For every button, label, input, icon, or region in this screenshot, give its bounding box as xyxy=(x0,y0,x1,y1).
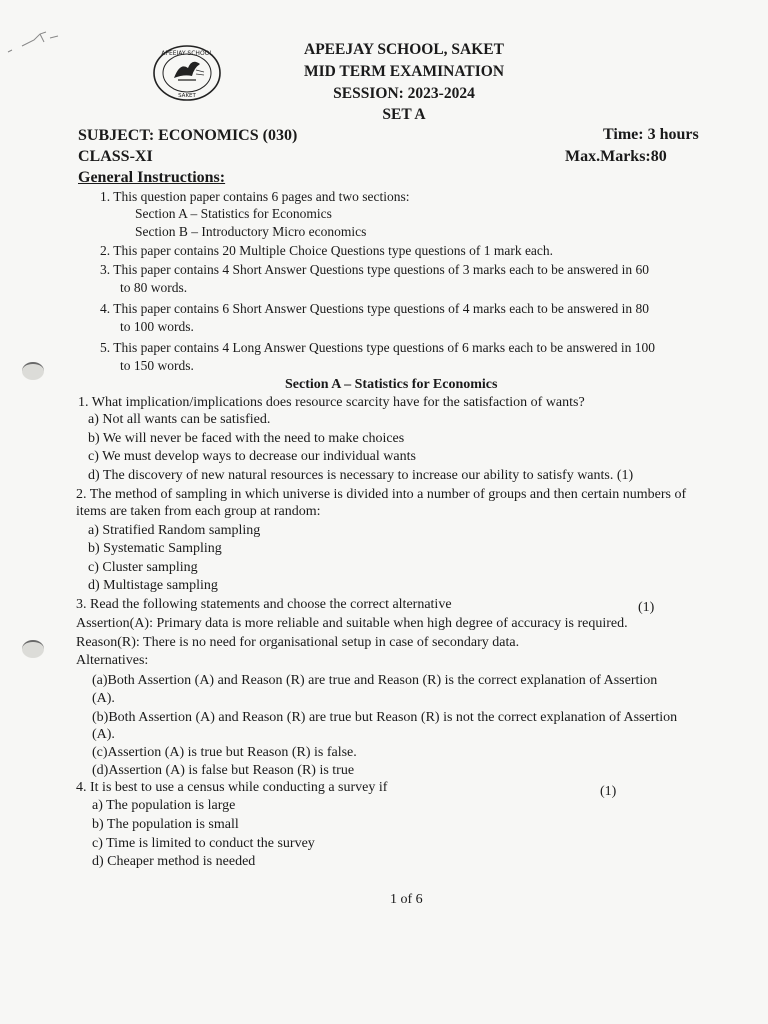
question-option: (a)Both Assertion (A) and Reason (R) are true and Reason (R) is the correct explanation of Assertion xyxy=(92,673,658,688)
question-option-cont: (A). xyxy=(92,727,115,742)
question-option: d) Cheaper method is needed xyxy=(92,854,256,869)
instruction-line: Section B – Introductory Micro economics xyxy=(135,224,367,239)
question-option: a) Stratified Random sampling xyxy=(88,523,261,538)
page-number: 1 of 6 xyxy=(390,892,423,907)
max-marks-label: Max.Marks:80 xyxy=(565,148,667,165)
punch-hole xyxy=(22,640,44,658)
instruction-line: 2. This paper contains 20 Multiple Choice Questions type questions of 1 mark each. xyxy=(100,243,554,258)
instruction-line: 5. This paper contains 4 Long Answer Questions type questions of 6 marks each to be answered in 100 xyxy=(100,340,656,355)
question-option: d) Multistage sampling xyxy=(88,578,218,593)
question-option: c) Cluster sampling xyxy=(88,560,198,575)
question-1-text: 1. What implication/implications does resource scarcity have for the satisfaction of wants? xyxy=(78,395,585,410)
session-label: SESSION: 2023-2024 xyxy=(333,85,475,102)
question-option: d) The discovery of new natural resources is necessary to increase our ability to satisfy wants. (1) xyxy=(88,468,634,483)
instructions-heading: General Instructions: xyxy=(78,169,226,186)
svg-text:SAKET: SAKET xyxy=(178,93,196,99)
question-option: (c)Assertion (A) is true but Reason (R) is false. xyxy=(92,745,357,760)
question-option-cont: (A). xyxy=(92,691,115,706)
exam-title: MID TERM EXAMINATION xyxy=(303,63,505,80)
instruction-line: 4. This paper contains 6 Short Answer Questions type questions of 4 marks each to be answered in 80 xyxy=(100,301,650,316)
question-option: (d)Assertion (A) is false but Reason (R) is true xyxy=(92,763,355,778)
question-option: b) Systematic Sampling xyxy=(88,541,222,556)
punch-hole xyxy=(22,362,44,380)
question-option: (b)Both Assertion (A) and Reason (R) are true but Reason (R) is not the correct explanation of Assertion xyxy=(92,710,678,725)
school-name: APEEJAY SCHOOL, SAKET xyxy=(304,41,504,58)
question-3-text: 3. Read the following statements and choose the correct alternative xyxy=(76,597,452,612)
question-option: a) The population is large xyxy=(92,798,236,813)
subject-label: SUBJECT: ECONOMICS (030) xyxy=(78,127,298,144)
instruction-line: to 150 words. xyxy=(120,358,194,373)
section-a-title: Section A – Statistics for Economics xyxy=(285,377,498,392)
question-4-marks: (1) xyxy=(600,784,617,799)
time-label: Time: 3 hours xyxy=(603,126,699,143)
alternatives-label: Alternatives: xyxy=(76,653,149,668)
question-option: b) We will never be faced with the need to make choices xyxy=(88,431,405,446)
instruction-line: 1. This question paper contains 6 pages and two sections: xyxy=(100,189,410,204)
class-label: CLASS-XI xyxy=(78,148,153,165)
set-label: SET A xyxy=(382,106,426,123)
question-2-text: 2. The method of sampling in which universe is divided into a number of groups and then certain numbers of xyxy=(76,487,687,502)
instruction-line: 3. This paper contains 4 Short Answer Questions type questions of 3 marks each to be answered in 60 xyxy=(100,262,650,277)
question-option: c) We must develop ways to decrease our individual wants xyxy=(88,449,416,464)
question-2-text-cont: items are taken from each group at random: xyxy=(76,504,321,519)
instruction-line: to 80 words. xyxy=(120,280,188,295)
instruction-line: Section A – Statistics for Economics xyxy=(135,206,332,221)
question-option: a) Not all wants can be satisfied. xyxy=(88,412,271,427)
question-3-marks: (1) xyxy=(638,600,655,615)
question-option: c) Time is limited to conduct the survey xyxy=(92,836,315,851)
instruction-line: to 100 words. xyxy=(120,319,194,334)
question-4-text: 4. It is best to use a census while conducting a survey if xyxy=(76,780,388,795)
svg-text:APEEJAY SCHOOL: APEEJAY SCHOOL xyxy=(161,50,213,57)
assertion-text: Assertion(A): Primary data is more reliable and suitable when high degree of accuracy is required. xyxy=(76,616,628,631)
question-option: b) The population is small xyxy=(92,817,239,832)
reason-text: Reason(R): There is no need for organisational setup in case of secondary data. xyxy=(76,635,520,650)
